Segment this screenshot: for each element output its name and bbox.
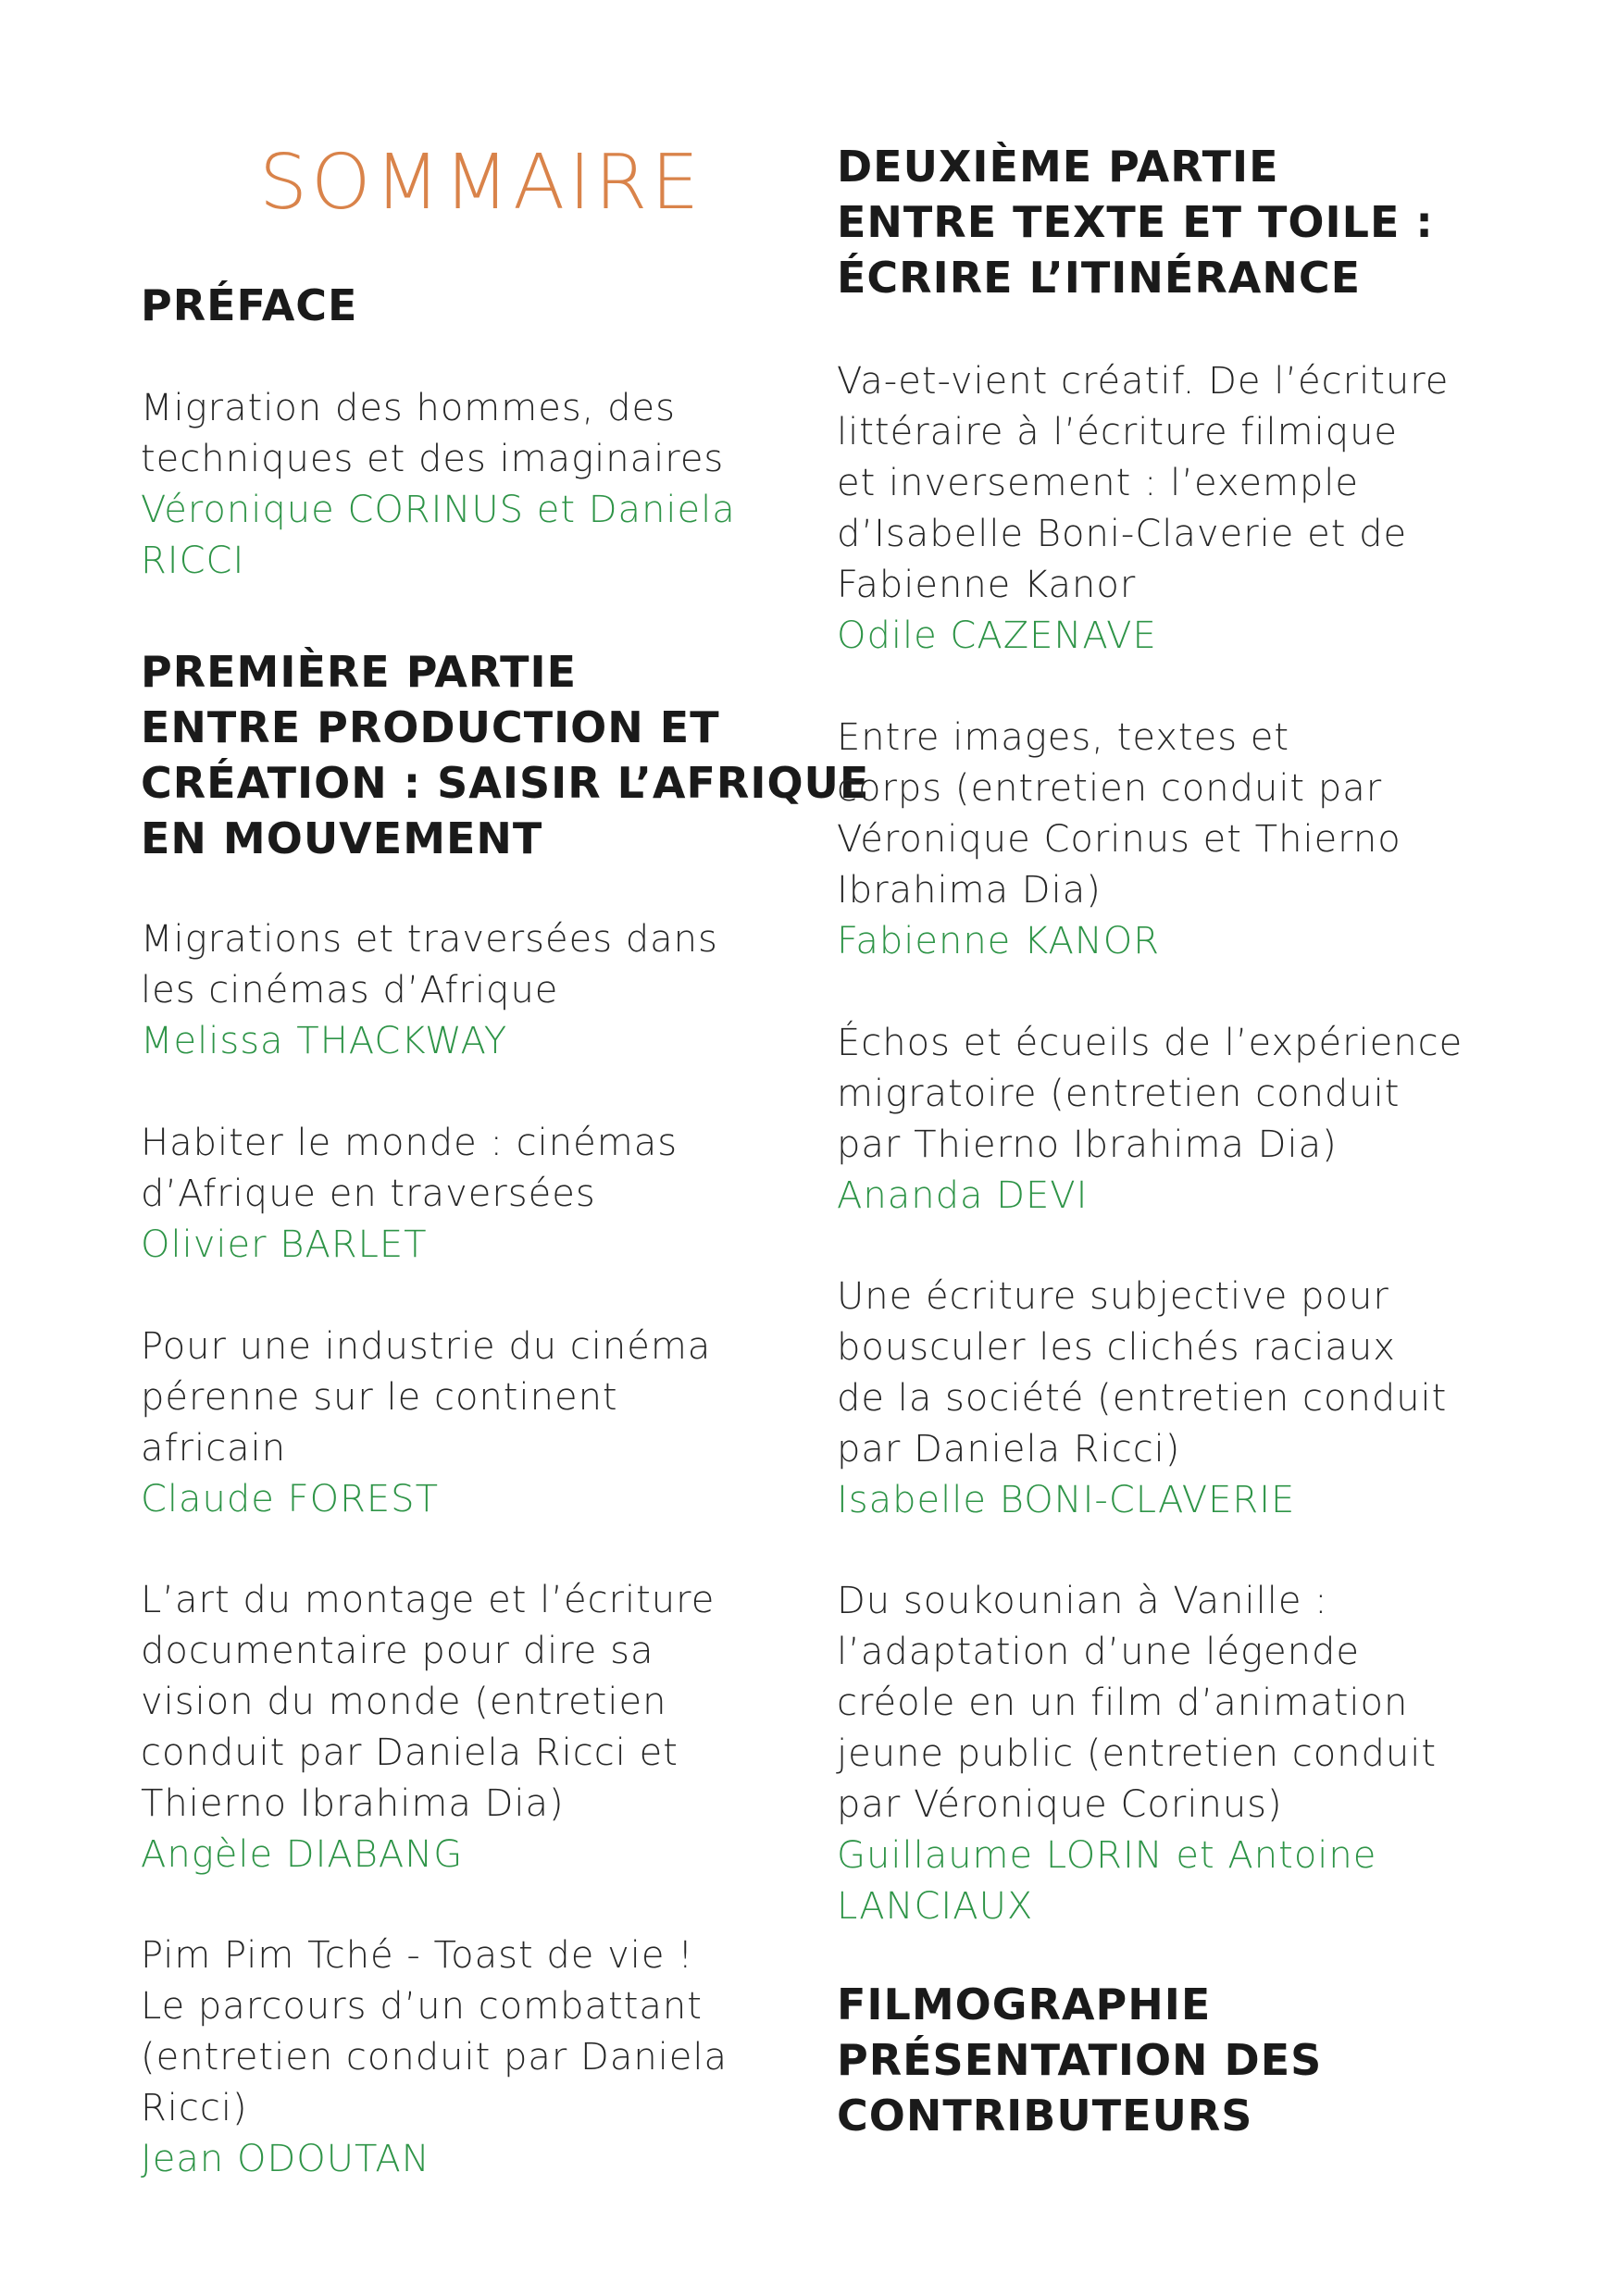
heading-line: ÉCRIRE L’ITINÉRANCE	[837, 253, 1362, 303]
section-heading-part1[interactable]	[141, 644, 869, 866]
heading-line: CONTRIBUTEURS	[837, 2091, 1253, 2141]
entry-title-line: Ricci)	[141, 2087, 248, 2129]
entry-title-line: d’Afrique en traversées	[141, 1173, 596, 1215]
entry-title-line: Habiter le monde : cinémas	[141, 1122, 679, 1164]
entry-author: Jean ODOUTAN	[141, 2138, 430, 2180]
entry-author: Ananda DEVI	[837, 1174, 1089, 1217]
entry-title-line: (entretien conduit par Daniela	[141, 2036, 729, 2079]
entry-title-line: d’Isabelle Boni-Claverie et de	[837, 513, 1408, 555]
entry-author: LANCIAUX	[837, 1885, 1034, 1928]
heading-line: PREMIÈRE PARTIE	[141, 647, 578, 697]
toc-entry[interactable]	[141, 914, 718, 1067]
toc-entry[interactable]	[837, 356, 1449, 662]
heading-line: CRÉATION : SAISIR L’AFRIQUE	[141, 758, 870, 808]
entry-title-line: et inversement : l’exemple	[837, 462, 1360, 504]
heading-line: DEUXIÈME PARTIE	[837, 142, 1279, 192]
heading-line: FILMOGRAPHIE	[837, 1980, 1212, 2029]
heading-line: EN MOUVEMENT	[141, 813, 543, 863]
entry-author: Angèle DIABANG	[141, 1833, 464, 1876]
toc-entry[interactable]	[141, 1322, 711, 1525]
entry-title-line: Entre images, textes et	[837, 716, 1290, 759]
entry-title-line: Le parcours d’un combattant	[141, 1985, 703, 2028]
entry-title-line: Thierno Ibrahima Dia)	[141, 1782, 565, 1825]
entry-title-line: corps (entretien conduit par	[837, 767, 1383, 810]
heading-line: PRÉFACE	[141, 280, 358, 330]
entry-title-line: jeune public (entretien conduit	[837, 1732, 1438, 1775]
entry-title-line: Va-et-vient créatif. De l’écriture	[837, 360, 1450, 403]
heading-line: ENTRE PRODUCTION ET	[141, 702, 720, 752]
toc-entry[interactable]	[141, 383, 736, 587]
toc-entry[interactable]	[837, 713, 1401, 967]
entry-title-line: par Thierno Ibrahima Dia)	[837, 1123, 1338, 1166]
entry-author: Isabelle BONI-CLAVERIE	[837, 1479, 1296, 1521]
entry-author: Fabienne KANOR	[837, 920, 1161, 962]
entry-title-line: techniques et des imaginaires	[141, 438, 725, 480]
entry-title-line: africain	[141, 1427, 287, 1470]
entry-author: Véronique CORINUS et Daniela	[141, 489, 736, 531]
entry-title-line: Du soukounian à Vanille :	[837, 1580, 1328, 1622]
entry-title-line: bousculer les clichés raciaux	[837, 1326, 1396, 1369]
entry-title-line: l’adaptation d’une légende	[837, 1631, 1360, 1673]
toc-entry[interactable]	[141, 1575, 715, 1880]
toc-entry[interactable]	[837, 1018, 1463, 1222]
entry-author: Melissa THACKWAY	[141, 1020, 508, 1062]
entry-title-line: Pim Pim Tché - Toast de vie !	[141, 1934, 694, 1977]
entry-title-line: littéraire à l’écriture filmique	[837, 411, 1399, 453]
entry-title-line: Véronique Corinus et Thierno	[837, 818, 1401, 861]
entry-title-line: migratoire (entretien conduit	[837, 1073, 1401, 1115]
entry-title-line: Migration des hommes, des	[141, 387, 676, 429]
entry-title-line: Pour une industrie du cinéma	[141, 1325, 712, 1368]
heading-line: ENTRE TEXTE ET TOILE :	[837, 197, 1434, 247]
entry-title-line: Migrations et traversées dans	[141, 918, 718, 961]
page-title: SOMMAIRE	[259, 139, 704, 227]
toc-entry[interactable]	[837, 1576, 1437, 1932]
section-heading-part2[interactable]	[837, 139, 1434, 305]
heading-line: PRÉSENTATION DES	[837, 2035, 1323, 2085]
toc-entry[interactable]	[837, 1272, 1447, 1526]
entry-title-line: L’art du montage et l’écriture	[141, 1579, 716, 1621]
entry-title-line: Ibrahima Dia)	[837, 869, 1102, 912]
entry-title-line: conduit par Daniela Ricci et	[141, 1731, 679, 1774]
entry-author: RICCI	[141, 540, 245, 582]
entry-author: Olivier BARLET	[141, 1223, 428, 1266]
entry-title-line: par Véronique Corinus)	[837, 1783, 1283, 1826]
entry-author: Guillaume LORIN et Antoine	[837, 1834, 1377, 1877]
toc-entry[interactable]	[141, 1118, 678, 1271]
entry-title-line: de la société (entretien conduit	[837, 1377, 1448, 1420]
entry-title-line: pérenne sur le continent	[141, 1376, 618, 1419]
entry-title-line: par Daniela Ricci)	[837, 1428, 1181, 1471]
entry-title-line: Fabienne Kanor	[837, 564, 1137, 606]
entry-title-line: documentaire pour dire sa	[141, 1630, 654, 1672]
section-heading-closing[interactable]	[837, 1977, 1322, 2143]
entry-title-line: créole en un film d’animation	[837, 1682, 1409, 1724]
entry-title-line: vision du monde (entretien	[141, 1681, 667, 1723]
entry-title-line: Échos et écueils de l’expérience	[837, 1022, 1463, 1064]
toc-entry[interactable]	[141, 1930, 728, 2185]
entry-title-line: Une écriture subjective pour	[837, 1275, 1389, 1318]
entry-title-line: les cinémas d’Afrique	[141, 969, 559, 1011]
entry-author: Claude FOREST	[141, 1478, 440, 1520]
section-heading-preface[interactable]	[141, 278, 357, 333]
entry-author: Odile CAZENAVE	[837, 614, 1157, 657]
